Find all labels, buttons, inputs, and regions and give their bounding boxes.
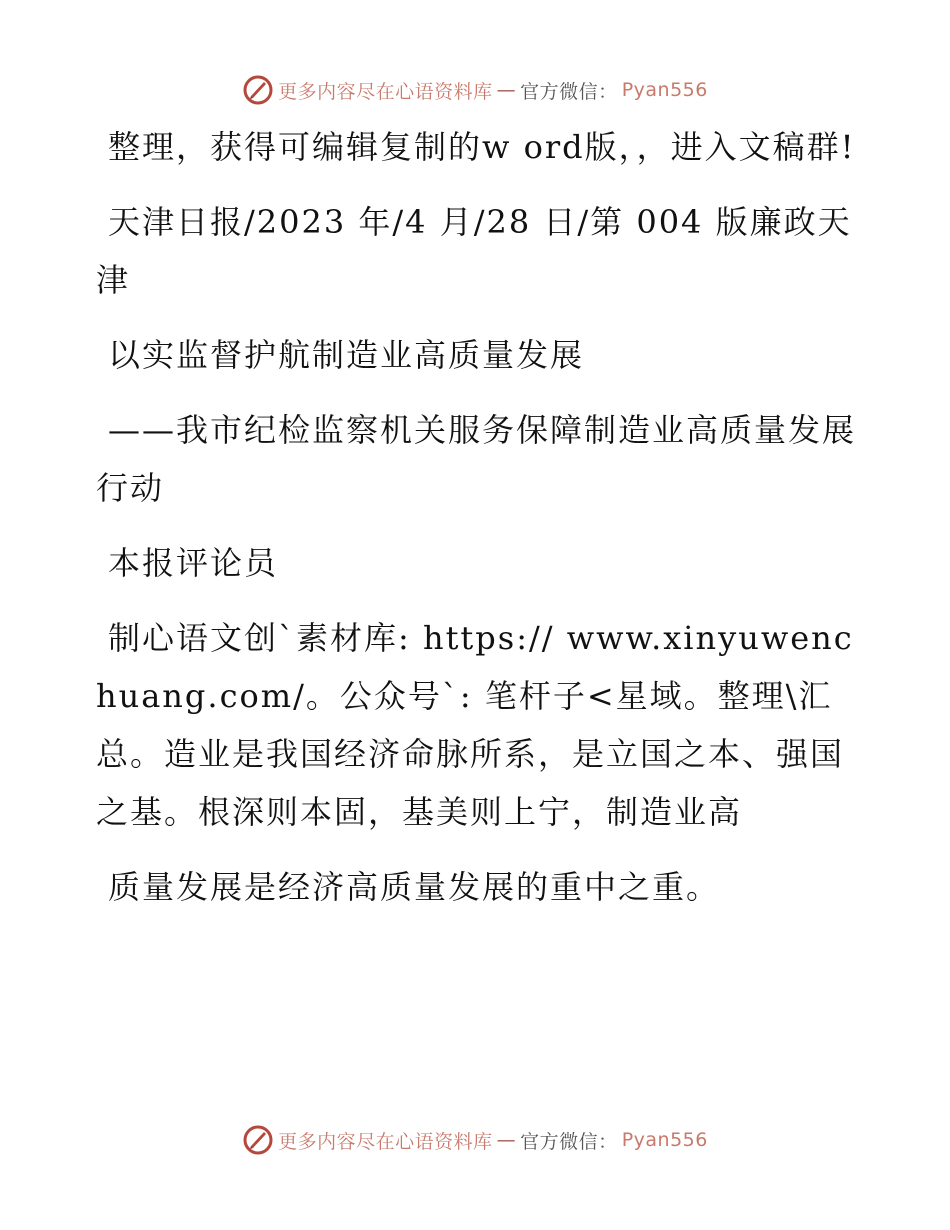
- watermark-brand: 官方微信：: [520, 1130, 618, 1153]
- quill-logo-icon: [242, 74, 274, 106]
- watermark-separator: —: [496, 1129, 517, 1151]
- article-subtitle: ——我市纪检监察机关服务保障制造业高质量发展行动: [96, 411, 857, 507]
- paragraph-body: 制心语文创`素材库: https:// www.xinyuwenchuang.com/。公众号`: 笔杆子<星域。整理\汇总。造业是我国经济命脉所系，是立国之本、强国之基。根深则本固，基美则上宁，制造业高: [96, 619, 854, 831]
- watermark-group: [242, 74, 708, 106]
- watermark-wechat-id: Pyan556: [621, 1129, 708, 1151]
- article-byline: 本报评论员: [108, 544, 279, 582]
- watermark-brand: 官方微信：: [520, 80, 618, 103]
- header-watermark: [0, 70, 950, 110]
- watermark-text: 更多内容尽在心语资料库: [278, 1130, 493, 1153]
- watermark-text: 更多内容尽在心语资料库: [278, 80, 493, 103]
- article-title: 以实监督护航制造业高质量发展: [108, 336, 585, 374]
- watermark-group: [242, 1124, 708, 1156]
- quill-logo-icon: [242, 1124, 274, 1156]
- watermark-wechat-id: Pyan556: [621, 79, 708, 101]
- document-body: [96, 118, 856, 933]
- watermark-separator: —: [496, 79, 517, 101]
- paragraph-body-continued: 质量发展是经济高质量发展的重中之重。: [108, 868, 721, 906]
- footer-watermark: [0, 1120, 950, 1160]
- paragraph-source: 天津日报/2023 年/4 月/28 日/第 004 版廉政天津: [96, 203, 852, 299]
- paragraph-intro: 整理，获得可编辑复制的w ord版，，进入文稿群!: [108, 128, 856, 166]
